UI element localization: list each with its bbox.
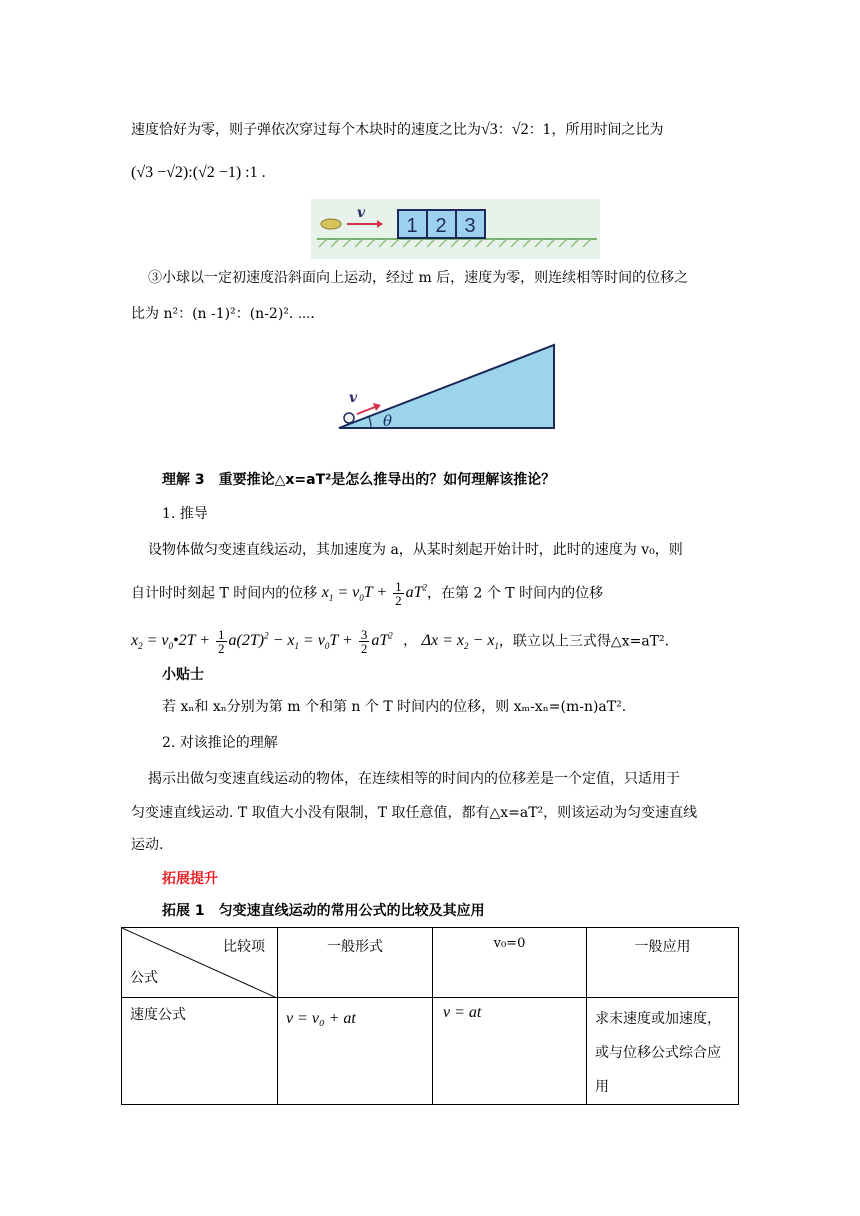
corner-label-formula: 公式 bbox=[130, 970, 158, 986]
text-time-ratio-intro: ：1，所用时间之比为 bbox=[528, 122, 664, 138]
velocity-label: v bbox=[357, 205, 366, 221]
ratio-separator: ： bbox=[497, 122, 512, 138]
paragraph-reveal-3: 运动. bbox=[131, 837, 164, 853]
formula-x1: $x_1 = v_0T$ + $\frac{1}{2}$ $aT^2$ bbox=[321, 579, 428, 609]
formula-comparison-table bbox=[121, 927, 739, 1105]
formula-x2: $x_2$ = $v_0•2T$ + $\frac{1}{2}$ $a(2T)^2 - x_1 = v_0T$ + $\frac{3}{2}$ $aT^2$ bbox=[131, 627, 393, 657]
bullet-blocks-figure bbox=[311, 199, 600, 259]
velocity-label: v bbox=[349, 390, 358, 406]
time-ratio-rest: :(√2 −1) :1 . bbox=[188, 164, 266, 181]
application-line-3: 用 bbox=[595, 1079, 609, 1095]
row-velocity-application bbox=[587, 998, 739, 1105]
item-derivation: 1. 推导 bbox=[162, 506, 208, 522]
tip-text: 若 xₙ和 xₙ分别为第 m 个和第 n 个 T 时间内的位移，则 xₘ-xₙ=(m-n)aT². bbox=[162, 699, 627, 715]
heading-understand-3: 理解 3 重要推论△x=aT²是怎么推导出的？如何理解该推论？ bbox=[162, 472, 556, 488]
paragraph-bullet-ratio bbox=[131, 120, 663, 140]
row-velocity-name: 速度公式 bbox=[122, 998, 278, 1105]
paragraph-delta-formula: $x_2$ = $v_0•2T$ + $\frac{1}{2}$ $a(2T)^2 - x_1 = v_0T$ + $\frac{3}{2}$ $aT^2$ ， $\Delta x = x_2 - x_1$，联立以上三式得△x=aT². bbox=[131, 627, 670, 657]
row-velocity-general bbox=[278, 998, 433, 1105]
text-velocity-ratio-intro: 速度恰好为零，则子弹依次穿过每个木块时的速度之比为 bbox=[131, 122, 481, 138]
bullet-icon bbox=[321, 219, 341, 229]
block-3-label: 3 bbox=[464, 215, 476, 237]
formula-v-zero: v = at bbox=[443, 1004, 482, 1021]
header-general-form: 一般形式 bbox=[278, 928, 433, 998]
row-velocity-zero bbox=[433, 998, 587, 1105]
sqrt3-symbol: √3 bbox=[481, 121, 498, 138]
text-combine: ，联立以上三式得△x=aT². bbox=[498, 633, 670, 650]
ball-icon bbox=[344, 413, 354, 423]
expand-title: 拓展提升 bbox=[162, 871, 218, 887]
table-row bbox=[122, 998, 739, 1105]
paragraph-ball-incline: ③小球以一定初速度沿斜面向上运动，经过 m 后，速度为零，则连续相等时间的位移之 bbox=[148, 270, 689, 286]
incline-figure bbox=[327, 338, 562, 436]
paragraph-reveal-1: 揭示出做匀变速直线运动的物体，在连续相等的时间内的位移差是一个定值，只适用于 bbox=[148, 771, 680, 787]
corner-label-compare: 比较项 bbox=[223, 939, 265, 955]
paragraph-displacement-ratio: 比为 n²：(n -1)²：(n-2)². ⋯. bbox=[131, 306, 315, 322]
text-second-interval: ，在第 2 个 T 时间内的位移 bbox=[427, 585, 604, 602]
table-header-row bbox=[122, 928, 739, 998]
formula-v-general: v = v₀ + at bbox=[286, 1010, 356, 1027]
header-v0-zero: v₀=0 bbox=[433, 928, 587, 998]
tip-title: 小贴士 bbox=[162, 667, 204, 683]
text-first-interval: 自计时时刻起 T 时间内的位移 bbox=[131, 585, 318, 602]
formula-delta-x: $\Delta x = x_2 - x_1$ bbox=[421, 632, 499, 652]
block-1-label: 1 bbox=[406, 215, 418, 237]
header-application: 一般应用 bbox=[587, 928, 739, 998]
sqrt2-symbol: √2 bbox=[511, 121, 529, 138]
theta-label: θ bbox=[383, 412, 393, 430]
table-corner-cell bbox=[122, 928, 278, 998]
expand-1-heading: 拓展 1 匀变速直线运动的常用公式的比较及其应用 bbox=[162, 903, 485, 919]
application-line-2: 或与位移公式综合应 bbox=[595, 1045, 721, 1061]
block-2-label: 2 bbox=[435, 215, 447, 237]
paragraph-derive-intro: 设物体做匀变速直线运动，其加速度为 a，从某时刻起开始计时，此时的速度为 v₀，则 bbox=[148, 542, 683, 558]
sqrt-diff-term: (√3 −√2) bbox=[131, 164, 189, 181]
paragraph-displacement-formula bbox=[131, 578, 603, 609]
paragraph-reveal-2: 匀变速直线运动. T 取值大小没有限制，T 取任意值，都有△x=aT²，则该运动为匀变速直线 bbox=[131, 805, 698, 821]
application-line-1: 求末速度或加速度， bbox=[595, 1011, 721, 1027]
time-ratio-formula bbox=[131, 163, 266, 183]
item-understanding: 2. 对该推论的理解 bbox=[162, 735, 278, 751]
